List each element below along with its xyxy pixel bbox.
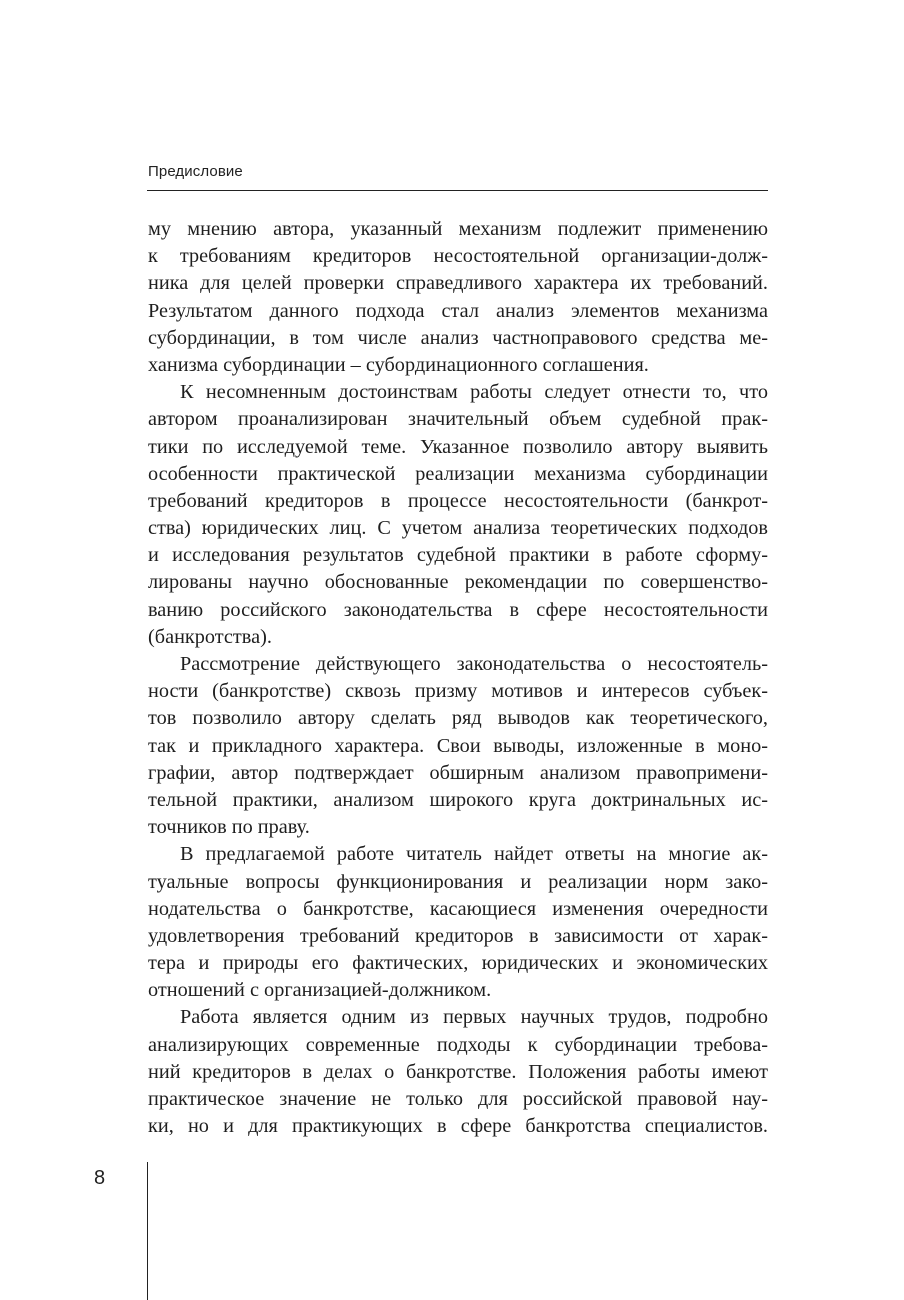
text-line: ханизма субординации – субординационного соглашения. — [148, 353, 649, 376]
text-line: Результатом данного подхода стал анализ элементов механизма — [148, 299, 768, 322]
text-line: Работа является одним из первых научных трудов, подробно — [180, 1006, 768, 1029]
running-head-title: Предисловие — [148, 163, 243, 180]
text-line: ника для целей проверки справедливого характера их требований. — [148, 272, 768, 295]
text-line: субординации, в том числе анализ частноправового средства ме- — [148, 326, 768, 349]
page-number: 8 — [94, 1167, 106, 1189]
text-line: графии, автор подтверждает обширным анализом правопримени- — [148, 761, 768, 784]
text-line: практическое значение не только для российской правовой нау- — [148, 1088, 768, 1110]
text-line: ний кредиторов в делах о банкротстве. Положения работы имеют — [148, 1060, 768, 1083]
text-line: лированы научно обоснованные рекомендации по совершенство- — [148, 571, 768, 594]
text-line: удовлетворения требований кредиторов в зависимости от харак- — [148, 924, 768, 947]
text-line: точников по праву. — [148, 816, 310, 839]
text-line: тера и природы его фактических, юридических и экономических — [148, 952, 768, 975]
text-line: так и прикладного характера. Свои выводы, изложенные в моно- — [148, 734, 768, 757]
text-line: туальные вопросы функционирования и реализации норм зако- — [148, 870, 768, 893]
text-line: отношений с организацией-должником. — [148, 979, 492, 1002]
text-line: ства) юридических лиц. С учетом анализа теоретических подходов — [148, 517, 768, 540]
header-rule — [147, 190, 768, 191]
text-line: к требованиям кредиторов несостоятельной организации-долж- — [148, 245, 768, 268]
text-line: ности (банкротстве) сквозь призму мотивов и интересов субъек- — [148, 680, 768, 703]
text-line: ванию российского законодательства в сфере несостоятельности — [148, 598, 768, 621]
text-line: нодательства о банкротстве, касающиеся изменения очередности — [148, 897, 768, 920]
text-line: и исследования результатов судебной практики в работе сформу- — [148, 544, 768, 567]
text-line: му мнению автора, указанный механизм подлежит применению — [148, 218, 768, 240]
text-line: (банкротства). — [148, 625, 272, 648]
text-line: автором проанализирован значительный объем судебной прак- — [148, 408, 768, 431]
text-line: тов позволило автору сделать ряд выводов как теоретического, — [148, 707, 768, 730]
text-line: особенности практической реализации механизма субординации — [148, 462, 768, 485]
text-line: тики по исследуемой теме. Указанное позволило автору выявить — [148, 435, 768, 458]
text-line: анализирующих современные подходы к субординации требова- — [148, 1033, 768, 1056]
text-line: В предлагаемой работе читатель найдет ответы на многие ак- — [180, 843, 768, 866]
text-line: К несомненным достоинствам работы следует отнести то, что — [180, 381, 768, 404]
body-text — [148, 216, 768, 1140]
text-line: тельной практики, анализом широкого круга доктринальных ис- — [148, 788, 768, 811]
footer-margin-rule — [147, 1162, 148, 1300]
text-line: требований кредиторов в процессе несостоятельности (банкрот- — [148, 489, 768, 512]
text-line: ки, но и для практикующих в сфере банкротства специалистов. — [148, 1115, 768, 1138]
text-line: Рассмотрение действующего законодательства о несостоятель- — [180, 653, 768, 675]
